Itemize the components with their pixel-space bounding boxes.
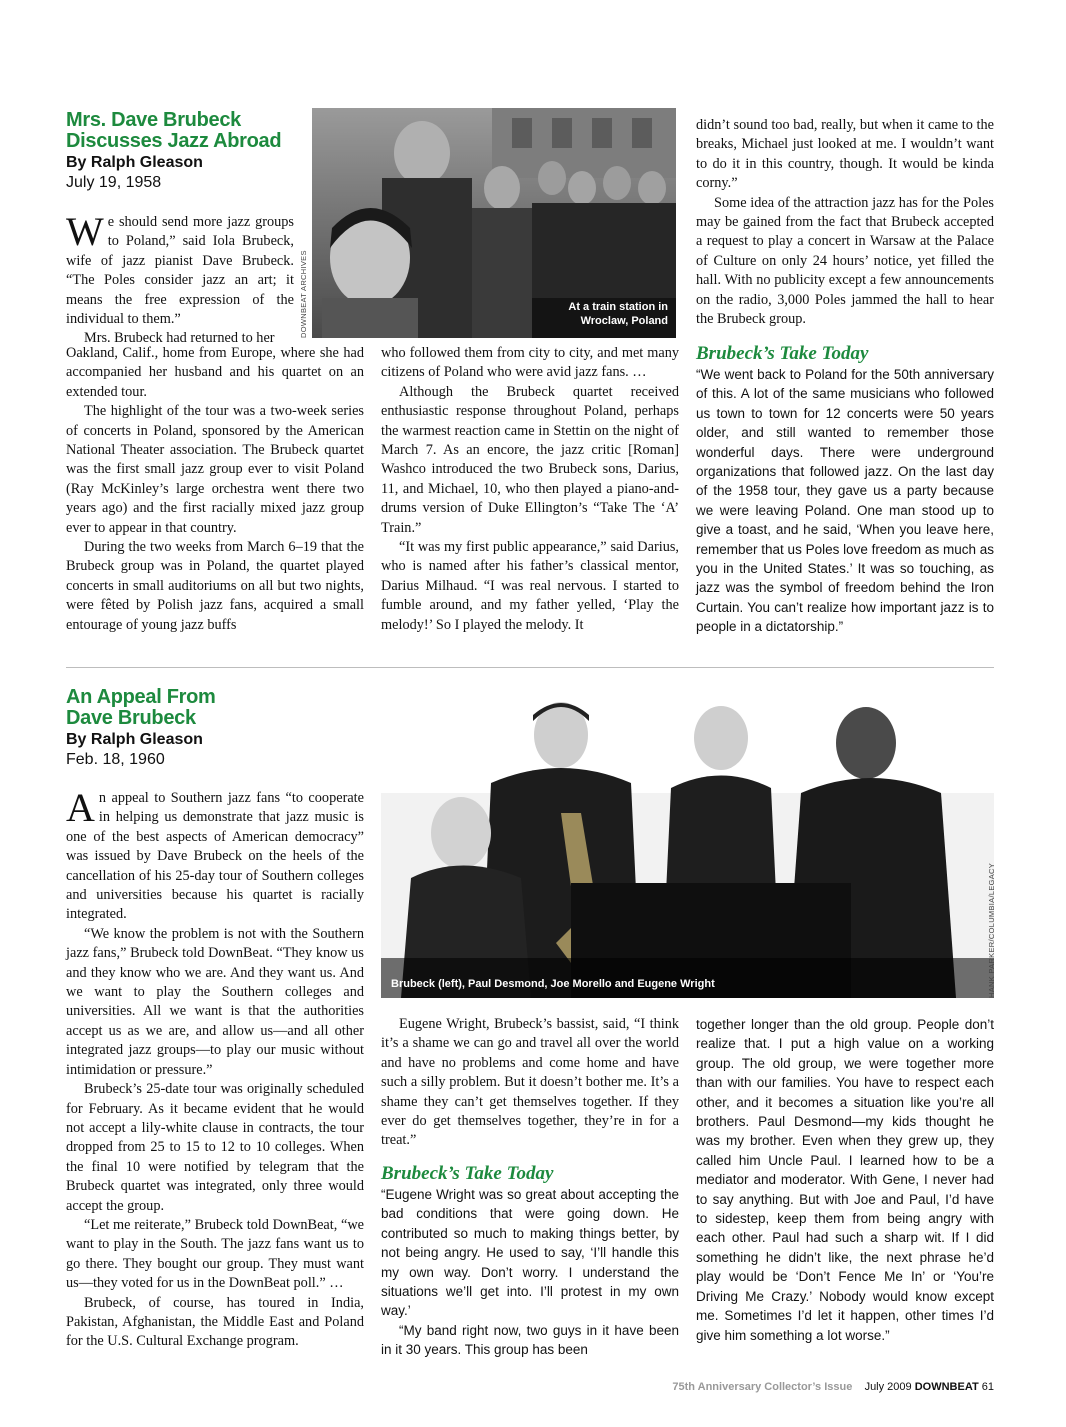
article1-byline: By Ralph Gleason — [66, 154, 203, 171]
article2-take-heading: Brubeck’s Take Today — [381, 1163, 554, 1184]
footer-brand: DOWNBEAT — [914, 1381, 979, 1393]
page-footer — [672, 1381, 994, 1393]
footer-date: July 2009 — [864, 1381, 912, 1393]
article1-take-text — [696, 365, 994, 637]
quartet-photo-caption: Brubeck (left), Paul Desmond, Joe Morello and Eugene Wright — [391, 978, 715, 990]
article1-paragraph-1: e should send more jazz groups to Poland,” said Iola Brubeck, wife of jazz pianist Dave Brubeck. “The Poles consider jazz an art; it means the free expression of the individual to them.” — [66, 214, 294, 328]
article1-take-paragraph: “We went back to Poland for the 50th anniversary of this. A lot of the same musicians who followed us town to town for 12 concerts were 50 years older, and still wanted to remember those wonderful days. There were underground organizations that followed jazz. On the last day of the 1958 tour, they gave us a party because we were leaving Poland. One man stood up to give a toast, and he said, ‘When you leave here, remember that us Poles love freedom as much as you in the United States.’ It was so touching, as jazz was the symbol of freedom behind the Iron Curtain. You can’t realize how important jazz is to people in a dictatorship.” — [696, 367, 994, 635]
footer-issue: 75th Anniversary Collector’s Issue — [672, 1381, 853, 1393]
article1-col3-paragraph-1: didn’t sound too bad, really, but when it came to the breaks, Michael just looked at me. I wouldn’t want to do it in this country, though. It would be kinda corny.” — [696, 117, 994, 192]
article2-paragraph-1: n appeal to Southern jazz fans “to cooperate in helping us demonstrate that jazz music is one of the best aspects of American democracy” was issued by Dave Brubeck on the heels of the cancellation of his 25-day tour of Southern colleges and universities because his quartet is racially integrated. — [66, 790, 364, 923]
article1-paragraph-4: During the two weeks from March 6–19 that the Brubeck group was in Poland, the quartet played concerts in small auditoriums on all but two nights, were fêted by Polish jazz fans, acquired a small entourage of young jazz buffs — [66, 539, 364, 633]
train-station-caption-line2: Wroclaw, Poland — [580, 315, 668, 327]
article1-col2-paragraph-3: “It was my first public appearance,” said Darius, who is named after his father’s classical mentor, Darius Milhaud. “I was real nervous. I started to fumble around, and my father yelled, ‘Play the melody!’ So I played the melody. It — [381, 539, 679, 633]
article2-paragraph-2: “We know the problem is not with the Southern jazz fans,” Brubeck told DownBeat. “They know us and they know who we are. And they want us. And we want to play the Southern colleges and universities. All we want is that the authorities accept us as we are, and allow us—and all other integrated jazz groups—to play our music without intimidation or pressure.” — [66, 925, 364, 1078]
article2-headline — [66, 687, 316, 729]
article2-take-paragraph-2: “My band right now, two guys in it have been in it 30 years. This group has been — [381, 1322, 679, 1358]
article2-take-paragraph-1: “Eugene Wright was so great about accepting the bad conditions that were going down. He contributed so much to making things better, by not being angry. He used to say, ‘I’ll handle this my own way. Don’t worry. I understand the situations we’ll get into. I’ll protest in my own way.’ — [381, 1187, 679, 1319]
article2-col3 — [696, 1015, 994, 1345]
quartet-photo — [381, 693, 994, 998]
article2-headline-line2: Dave Brubeck — [66, 707, 196, 729]
section-divider — [66, 667, 994, 668]
article2-dropcap: A — [66, 785, 95, 830]
article2-col1 — [66, 785, 364, 1352]
quartet-photo-credit: HANK PARKER/COLUMBIA/LEGACY — [987, 862, 996, 998]
article2-date: Feb. 18, 1960 — [66, 751, 165, 768]
footer-page-number: 61 — [981, 1381, 994, 1393]
article1-col1-lower — [66, 344, 364, 635]
article1-dropcap: W — [66, 209, 104, 254]
article1-paragraph-2a: Mrs. Brubeck had returned to her — [84, 330, 275, 347]
article2-col2 — [381, 1015, 679, 1151]
quartet-photo-image — [381, 693, 994, 998]
article1-paragraph-3: The highlight of the tour was a two-week series of concerts in Poland, sponsored by the American National Theater association. The Brubeck quartet was the first small jazz group ever to visit Poland (Ray McKinley’s large orchestra went there two years ago) and the first racially mixed jazz group ever to appear in that country. — [66, 403, 364, 536]
train-station-caption — [568, 300, 668, 328]
article2-headline-line1: An Appeal From — [66, 686, 216, 708]
article1-col2-paragraph-1: who followed them from city to city, and met many citizens of Poland who were avid jazz fans. … — [381, 345, 679, 381]
article1-headline-line2: Discusses Jazz Abroad — [66, 130, 282, 152]
article2-paragraph-5: Brubeck, of course, has toured in India, Pakistan, Afghanistan, the Middle East and Poland for the U.S. Cultural Exchange program. — [66, 1294, 364, 1350]
article1-paragraph-2b: Oakland, Calif., home from Europe, where she had accompanied her husband and his quartet on an extended tour. — [66, 345, 364, 400]
article1-headline-line1: Mrs. Dave Brubeck — [66, 109, 241, 131]
article1-headline — [66, 110, 316, 152]
article1-col2-paragraph-2: Although the Brubeck quartet received enthusiastic response throughout Poland, perhaps the warmest reaction came in Stettin on the night of March 7. As an encore, the jazz critic [Roman] Washco introduced the two Brubeck sons, Darius, 11, and Michael, 10, who then played a piano-and-drums version of Duke Ellington’s “Take The ‘A’ Train.” — [381, 383, 679, 536]
article2-paragraph-4: “Let me reiterate,” Brubeck told DownBeat, “we want to play in the South. The jazz fans want us to go there. They bought our group. They must want us—they voted for us in the DownBeat poll.” … — [66, 1216, 364, 1292]
article2-paragraph-3: Brubeck’s 25-date tour was originally scheduled for February. As it became evident that he would not accept a lily-white clause in contracts, the tour dropped from 25 to 15 to 12 to 10 colleges. When the final 10 were notified by telegram that the Brubeck quartet was integrated, only three would accept the group. — [66, 1081, 364, 1214]
article1-date: July 19, 1958 — [66, 174, 162, 191]
train-station-caption-line1: At a train station in — [568, 301, 668, 313]
article1-col3-paragraph-2: Some idea of the attraction jazz has for the Poles may be gained from the fact that Brubeck accepted a request to play a concert in Warsaw at the Palace of Culture on only 24 hours’ notice, yet filled the hall. With no publicity except a few announcements on the radio, 3,000 Poles jammed the hall to hear the Brubeck group. — [696, 194, 994, 328]
article1-col3 — [696, 116, 994, 329]
train-station-photo-credit: DOWNBEAT ARCHIVES — [299, 250, 308, 338]
article1-col1-upper — [66, 209, 294, 349]
article2-col2-paragraph-1: Eugene Wright, Brubeck’s bassist, said, “I think it’s a shame we can go and travel all over the world and have no problems and come home and have such a silly problem. But it doesn’t bother me. It’s a shame they can’t get themselves together. If they ever do get themselves together, they’re in for a treat.” — [381, 1016, 679, 1149]
train-station-photo — [312, 108, 676, 338]
article1-take-heading: Brubeck’s Take Today — [696, 343, 869, 364]
article2-byline: By Ralph Gleason — [66, 731, 203, 748]
article2-take-text — [381, 1185, 679, 1360]
article1-col2 — [381, 344, 679, 635]
article2-col3-paragraph: together longer than the old group. People don’t realize that. I put a high value on a working group. The old group, we were together more than with our families. You have to respect each other, and it becomes a situation like you’re all brothers. Paul Desmond—my kids thought he was my brother. Even when they grew up, they called him Uncle Paul. I learned how to be a mediator and moderator. With Gene, I never had to say anything. But with Joe and Paul, I’d have to sidestep, keep them from being angry with each other. Paul had such a sharp wit. If I did something he didn’t like, the next phrase he’d play would be ‘Don’t Fence Me In’ or ‘You’re Driving Me Crazy.’ Nobody would know except me. Sometimes I’d let it happen, other times I’d give him something a lot worse.” — [696, 1017, 994, 1343]
